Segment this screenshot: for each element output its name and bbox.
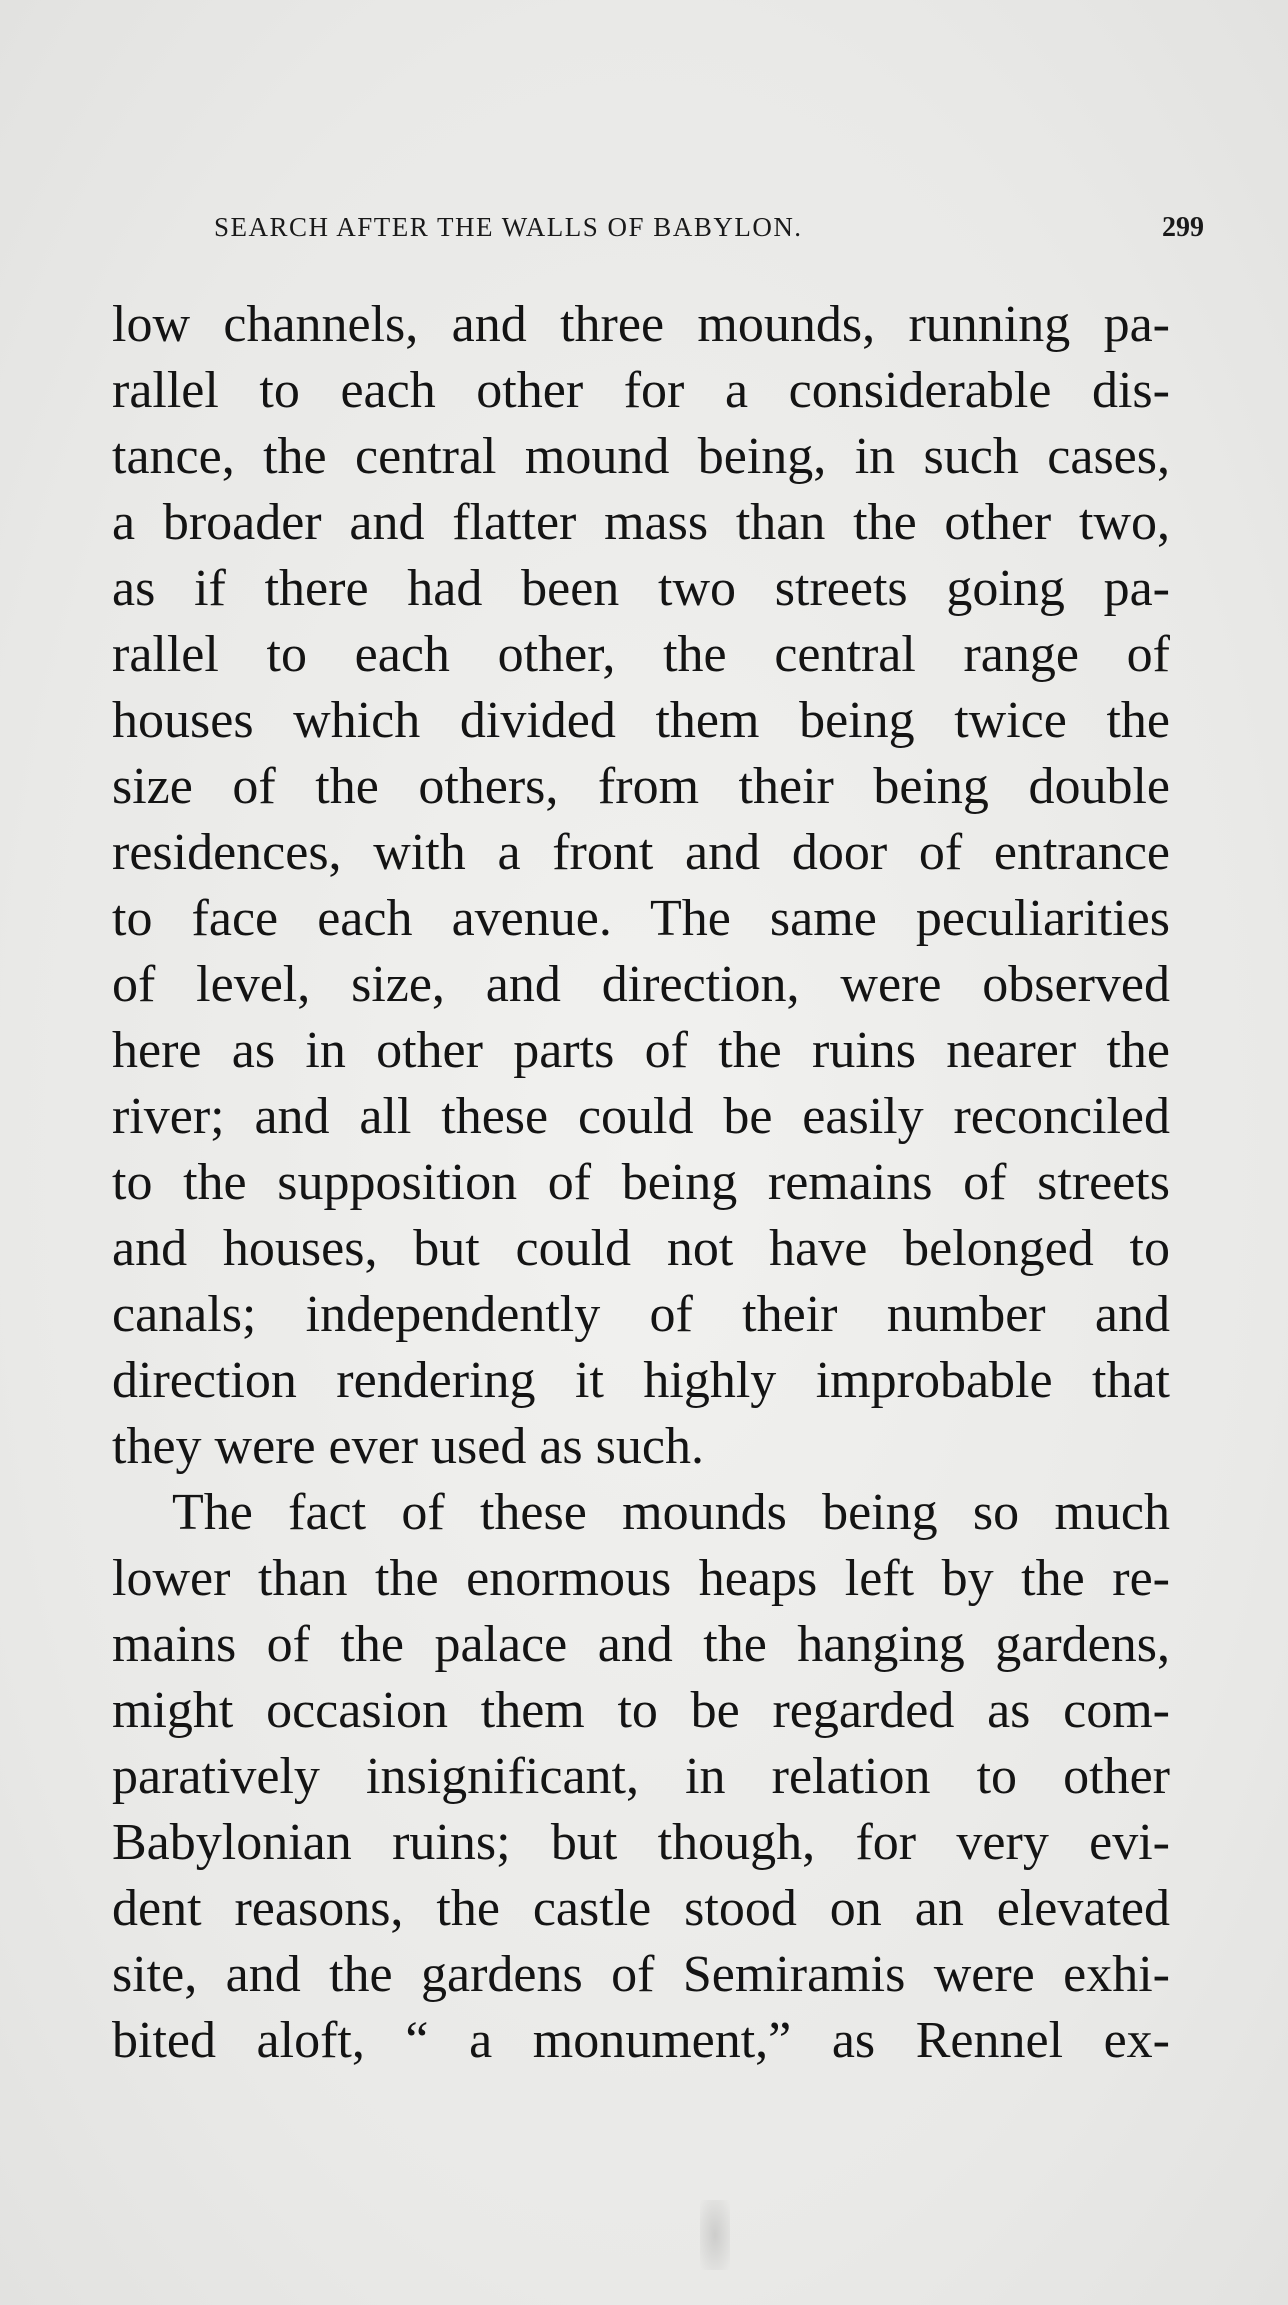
- text-line: rallel to each other for a considerable dis-: [112, 362, 1170, 419]
- paragraph-1: [112, 292, 1170, 1480]
- text-line: residences, with a front and door of entrance: [112, 824, 1170, 881]
- text-line: dent reasons, the castle stood on an elevated: [112, 1880, 1170, 1937]
- paragraph-2: [112, 1480, 1170, 2074]
- text-line: rallel to each other, the central range of: [112, 626, 1170, 683]
- text-line: bited aloft, “ a monument,” as Rennel ex-: [112, 2012, 1170, 2069]
- text-line: The fact of these mounds being so much: [172, 1484, 1170, 1541]
- paper-smudge: [700, 2200, 730, 2270]
- running-head-title: SEARCH AFTER THE WALLS OF BABYLON.: [214, 212, 803, 242]
- text-line: to the supposition of being remains of streets: [112, 1154, 1170, 1211]
- text-line: tance, the central mound being, in such cases,: [112, 428, 1170, 485]
- text-line: site, and the gardens of Semiramis were exhi-: [112, 1946, 1170, 2003]
- text-line: canals; independently of their number and: [112, 1286, 1170, 1343]
- text-line: might occasion them to be regarded as com-: [112, 1682, 1170, 1739]
- text-line: houses which divided them being twice the: [112, 692, 1170, 749]
- running-head: [214, 212, 1204, 252]
- text-line: here as in other parts of the ruins nearer the: [112, 1022, 1170, 1079]
- text-line: low channels, and three mounds, running pa-: [112, 296, 1170, 353]
- text-line: of level, size, and direction, were observed: [112, 956, 1170, 1013]
- text-line: to face each avenue. The same peculiarities: [112, 890, 1170, 947]
- body-text: [112, 292, 1170, 2074]
- text-line: as if there had been two streets going pa-: [112, 560, 1170, 617]
- text-line: size of the others, from their being double: [112, 758, 1170, 815]
- text-line: Babylonian ruins; but though, for very evi-: [112, 1814, 1170, 1871]
- page-number: 299: [1162, 212, 1204, 243]
- text-line: mains of the palace and the hanging gardens,: [112, 1616, 1170, 1673]
- text-line: lower than the enormous heaps left by the re-: [112, 1550, 1170, 1607]
- text-line: a broader and flatter mass than the other two,: [112, 494, 1170, 551]
- text-line: they were ever used as such.: [112, 1418, 704, 1475]
- text-line: direction rendering it highly improbable that: [112, 1352, 1170, 1409]
- text-line: river; and all these could be easily reconciled: [112, 1088, 1170, 1145]
- text-line: and houses, but could not have belonged to: [112, 1220, 1170, 1277]
- text-line: paratively insignificant, in relation to other: [112, 1748, 1170, 1805]
